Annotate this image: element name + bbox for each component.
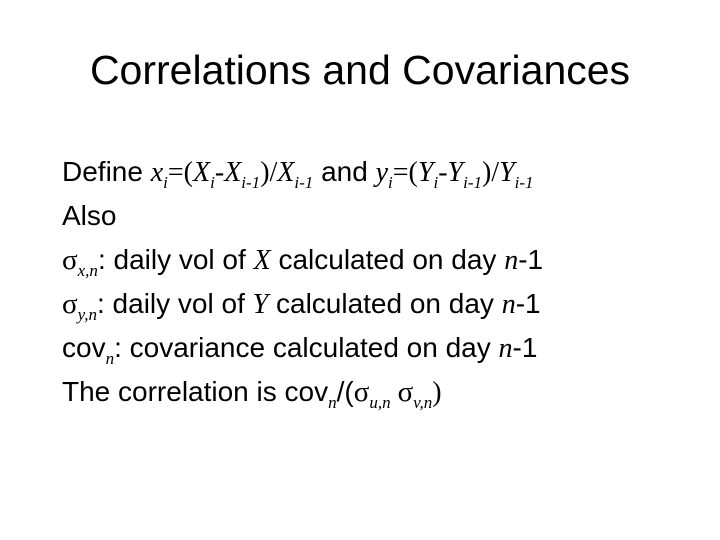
equals-open: =( <box>167 157 194 188</box>
correlation-text: The correlation is cov <box>62 376 329 407</box>
cov-text: cov <box>62 332 106 363</box>
also-line: Also <box>62 200 117 231</box>
Y-symbol: Y <box>447 157 464 188</box>
subscript-i: i <box>388 173 393 192</box>
covariance-line <box>62 326 543 370</box>
subscript-i-1: i-1 <box>294 173 314 192</box>
subscript-v-n: v,n <box>413 393 433 412</box>
Y-symbol: Y <box>499 157 515 188</box>
subscript-i: i <box>210 173 215 192</box>
equals-open: =( <box>392 157 418 188</box>
subscript-x-n: x,n <box>77 261 98 280</box>
Y-symbol: Y <box>417 157 434 188</box>
close-divide: )/ <box>260 157 278 188</box>
x-symbol: x <box>150 157 164 188</box>
close-paren: ) <box>432 377 442 408</box>
subscript-i-1: i-1 <box>463 173 482 192</box>
vol-text: : daily vol of <box>97 244 254 275</box>
sigma-symbol: σ <box>353 376 370 408</box>
n-symbol: n <box>504 245 519 276</box>
n-symbol: n <box>498 333 513 364</box>
minus: - <box>438 157 448 188</box>
space <box>391 377 398 408</box>
subscript-y-n: y,n <box>77 305 97 324</box>
slide-body <box>62 150 543 414</box>
vol-text: : daily vol of <box>97 288 253 319</box>
sigma-symbol: σ <box>397 376 414 408</box>
subscript-i: i <box>433 173 439 192</box>
sigma-x-line <box>62 238 543 282</box>
subscript-i-1: i-1 <box>241 173 261 192</box>
close-divide: )/ <box>481 157 500 188</box>
define-text: Define <box>62 156 151 187</box>
y-symbol: y <box>375 157 389 188</box>
minus-one: -1 <box>512 332 538 363</box>
subscript-i-1: i-1 <box>514 173 534 192</box>
n-symbol: n <box>501 289 516 320</box>
minus-one: -1 <box>515 288 541 319</box>
X-symbol: X <box>277 157 295 188</box>
calc-text: calculated on day <box>268 288 502 319</box>
sigma-y-line <box>62 282 543 326</box>
divide-open: /( <box>336 376 354 407</box>
subscript-n: n <box>328 393 337 412</box>
X-symbol: X <box>224 157 242 188</box>
calc-text: calculated on day <box>270 244 505 275</box>
sigma-symbol: σ <box>62 244 78 276</box>
slide-title: Correlations and Covariances <box>89 47 631 93</box>
Y-symbol: Y <box>252 289 269 320</box>
and-text: and <box>313 156 376 187</box>
X-symbol: X <box>193 157 211 188</box>
subscript-n: n <box>105 349 115 368</box>
X-symbol: X <box>253 245 271 276</box>
correlation-line <box>62 370 543 414</box>
sigma-symbol: σ <box>62 288 78 320</box>
definition-line <box>62 150 543 194</box>
covariance-text: : covariance calculated on day <box>114 332 499 363</box>
minus-one: -1 <box>518 244 544 275</box>
subscript-u-n: u,n <box>369 393 391 412</box>
subscript-i: i <box>163 173 168 192</box>
minus: - <box>214 157 225 188</box>
